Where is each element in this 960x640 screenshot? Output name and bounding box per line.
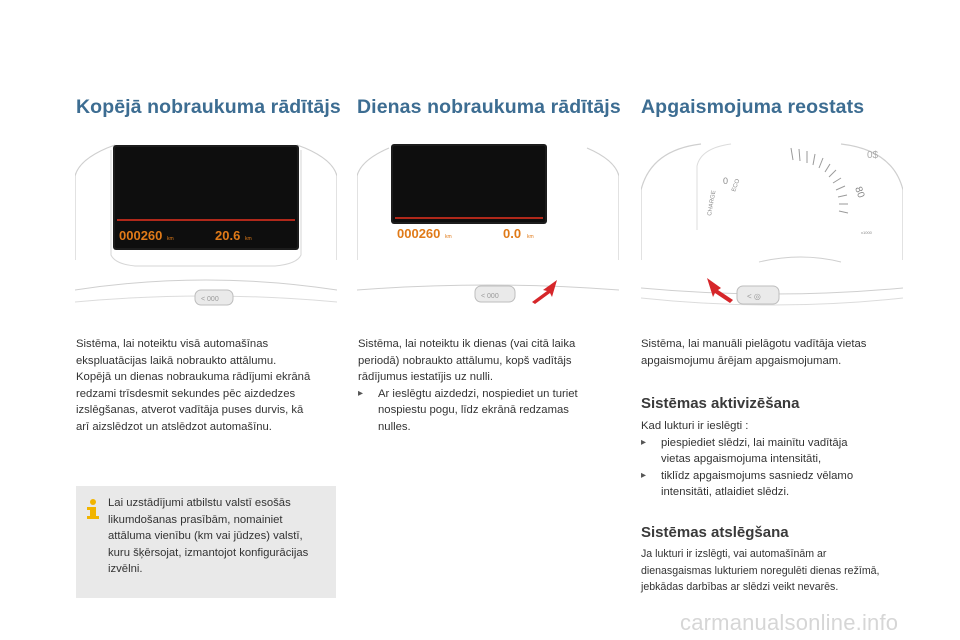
rheostat-description: Sistēma, lai manuāli pielāgotu vadītāja vietas apgaismojumu ārējam apgaismojumam. <box>641 338 867 367</box>
svg-text:< 000: < 000 <box>481 293 499 300</box>
trip-reset-arrow <box>532 280 557 304</box>
trip-reset-instruction: ▸ Ar ieslēgtu aizdedzi, nospiediet un turiet nospiestu pogu, līdz ekrānā redzamas nulles. <box>358 386 628 436</box>
bullet-marker: ▸ <box>641 436 647 448</box>
deactivation-text: Ja lukturi ir izslēgti, vai automašīnām ar dienasgaismas lukturiem noregulēti dienas režīmā, jebkādas darbības ar slēdzi veikt nevarēs. <box>641 548 880 594</box>
gauge-label-eco: ECO <box>731 178 742 193</box>
svg-text:0$: 0$ <box>867 150 879 161</box>
bullet-marker: ▸ <box>641 469 647 481</box>
bullet-marker: ▸ <box>358 387 364 399</box>
title-trip-odometer: Dienas nobraukuma rādītājs <box>357 96 621 118</box>
watermark: carmanualsonline.info <box>680 610 899 635</box>
info-note: Lai uzstādījumi atbilstu valstī esošās likumdošanas prasībām, nomainiet attāluma vienību (km vai jūdzes) valstī, kuru šķērsojat, izmantojot konfigurācijas izvēlni. <box>76 486 336 598</box>
activation-step: ▸ piespiediet slēdzi, lai mainītu vadītāja vietas apgaismojuma intensitāti, <box>641 435 921 468</box>
total-display-mileage: 000260 <box>119 228 163 243</box>
rheostat-switch-arrow <box>707 278 733 303</box>
info-icon <box>84 498 102 520</box>
gauge-label-zero: 0 <box>723 176 729 186</box>
activation-title: Sistēmas aktivizēšana <box>641 395 800 412</box>
trip-odometer-illustration <box>357 140 619 320</box>
title-total-odometer: Kopējā nobraukuma rādītājs <box>76 96 341 118</box>
gauge-label-charge: CHARGE <box>707 190 718 217</box>
activation-step: ▸ tiklīdz apgaismojums sasniedz vēlamo intensitāti, atlaidiet slēdzi. <box>641 468 921 501</box>
trip-display-value: 0.0 <box>503 226 522 241</box>
trip-display-mileage: 000260 <box>397 226 441 241</box>
total-odometer-illustration <box>75 140 337 320</box>
deactivation-title: Sistēmas atslēgšana <box>641 524 789 541</box>
activation-steps: Kad lukturi ir ieslēgti : ▸ piespiediet slēdzi, lai mainītu vadītāja vietas apgaismojuma intensitāti, ▸ tiklīdz apgaismojums sasniedz vēlamo intensitāti, atlaidiet slēdzi. <box>641 418 921 501</box>
svg-text:< 000: < 000 <box>201 296 219 303</box>
title-lighting-rheostat: Apgaismojuma reostats <box>641 96 865 118</box>
rheostat-illustration <box>641 140 903 320</box>
total-display-unit-right: km <box>245 236 252 242</box>
gauge-label-80: 80 <box>852 185 867 200</box>
svg-text:< ◎: < ◎ <box>747 292 761 301</box>
trip-display-unit-left: km <box>445 234 452 240</box>
total-display-trip: 20.6 <box>215 228 241 243</box>
trip-display-unit-right: km <box>527 234 534 240</box>
total-display-unit-left: km <box>167 236 174 242</box>
total-description: Sistēma, lai noteiktu visā automašīnas ekspluatācijas laikā nobraukto attālumu. Kopējā un dienas nobraukuma rādījumi ekrānā redzami trīsdesmit sekundes pēc aizdedzes izslēgšanas, atverot vadītāja puses durvis, kā arī aizslēdzot un atslēdzot automašīnu. <box>76 338 311 433</box>
gauge-label-units: x1000 <box>861 230 872 235</box>
trip-description: Sistēma, lai noteiktu ik dienas (vai citā laika periodā) nobraukto attālumu, kopš vadītājs rādījumus iestatījis uz nulli. ▸ Ar ieslēgtu aizdedzi, nospiediet un turiet nospiestu pogu, līdz ekrānā redzamas nulles. <box>358 336 628 436</box>
